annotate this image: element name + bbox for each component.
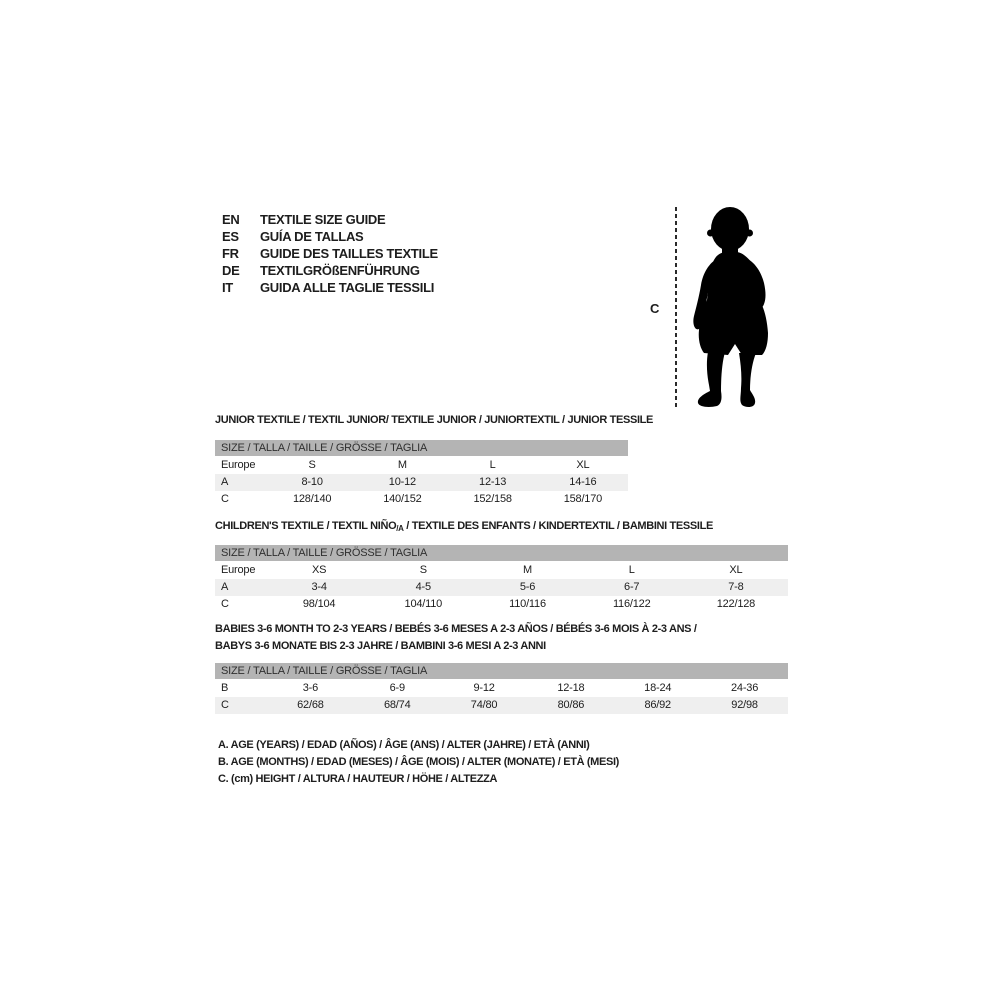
junior-table-title: JUNIOR TEXTILE / TEXTIL JUNIOR/ TEXTILE JUNIOR / JUNIORTEXTIL / JUNIOR TESSILE	[215, 414, 654, 426]
guide-title-es: GUÍA DE TALLAS	[260, 229, 364, 244]
row-label: A	[221, 476, 229, 488]
children-title-sub: /A	[396, 524, 404, 533]
height-cell: 158/170	[563, 493, 603, 505]
age-cell: 10-12	[388, 476, 416, 488]
table-row-age-months	[215, 680, 788, 697]
height-cell: 104/110	[404, 598, 443, 610]
children-title-pre: CHILDREN'S TEXTILE / TEXTIL NIÑO	[215, 520, 397, 532]
children-size-table	[215, 545, 788, 613]
height-cell: 140/152	[383, 493, 422, 505]
row-label: Europe	[221, 564, 256, 576]
height-cell: 122/128	[716, 598, 756, 610]
age-cell: 8-10	[301, 476, 323, 488]
size-header-bar: SIZE / TALLA / TAILLE / GRÖSSE / TAGLIA	[215, 663, 788, 679]
language-row-en	[222, 211, 438, 228]
guide-title-en: TEXTILE SIZE GUIDE	[260, 212, 386, 227]
language-code: DE	[222, 263, 240, 278]
row-label: C	[221, 598, 229, 610]
row-label: B	[221, 682, 229, 694]
age-cell: 6-9	[389, 682, 405, 694]
age-cell: 18-24	[644, 682, 672, 694]
language-row-de	[222, 262, 438, 279]
age-cell: 7-8	[728, 581, 744, 593]
babies-title-line2: BABYS 3-6 MONATE BIS 2-3 JAHRE / BAMBINI 3-6 MESI A 2-3 ANNI	[215, 640, 546, 652]
language-code: FR	[222, 246, 239, 261]
age-cell: 3-4	[311, 581, 327, 593]
age-cell: 12-13	[479, 476, 507, 488]
legend-age-months: B. AGE (MONTHS) / EDAD (MESES) / ÂGE (MOIS) / ALTER (MONATE) / ETÀ (MESI)	[218, 756, 619, 768]
height-cell: 68/74	[383, 699, 411, 711]
language-title-block	[222, 211, 438, 296]
size-cell: M	[397, 459, 407, 471]
size-cell: S	[308, 459, 316, 471]
language-row-es	[222, 228, 438, 245]
age-cell: 14-16	[569, 476, 597, 488]
table-row-europe	[215, 457, 628, 474]
height-measure-dashed-line	[675, 207, 677, 407]
size-cell: XL	[729, 564, 743, 576]
guide-title-fr: GUIDE DES TAILLES TEXTILE	[260, 246, 438, 261]
legend-height-cm: C. (cm) HEIGHT / ALTURA / HAUTEUR / HÖHE / ALTEZZA	[218, 773, 498, 785]
toddler-silhouette-icon	[688, 205, 778, 410]
size-header-bar: SIZE / TALLA / TAILLE / GRÖSSE / TAGLIA	[215, 545, 788, 561]
height-cell: 98/104	[302, 598, 336, 610]
size-cell: M	[523, 564, 532, 576]
legend-age-years: A. AGE (YEARS) / EDAD (AÑOS) / ÂGE (ANS) / ALTER (JAHRE) / ETÀ (ANNI)	[218, 739, 590, 751]
height-cell: 86/92	[644, 699, 671, 711]
age-cell: 24-36	[730, 682, 759, 694]
height-cell: 116/122	[612, 598, 651, 610]
guide-title-it: GUIDA ALLE TAGLIE TESSILI	[260, 280, 435, 295]
age-cell: 4-5	[415, 581, 431, 593]
table-row-age	[215, 474, 628, 491]
language-code: EN	[222, 212, 240, 227]
size-header-bar: SIZE / TALLA / TAILLE / GRÖSSE / TAGLIA	[215, 440, 628, 456]
height-cell: 80/86	[557, 699, 585, 711]
table-row-height	[215, 697, 788, 714]
height-cell: 128/140	[292, 493, 332, 505]
babies-size-table	[215, 663, 788, 714]
row-label: Europe	[221, 459, 256, 471]
language-row-fr	[222, 245, 438, 262]
junior-size-table	[215, 440, 628, 508]
size-cell: L	[628, 564, 635, 576]
height-cell: 62/68	[297, 699, 324, 711]
table-row-height	[215, 596, 788, 613]
legend-block	[218, 737, 619, 788]
size-cell: S	[419, 564, 427, 576]
height-cell: 92/98	[731, 699, 758, 711]
language-row-it	[222, 279, 438, 296]
age-cell: 5-6	[519, 581, 536, 593]
age-cell: 9-12	[473, 682, 495, 694]
table-row-height	[215, 491, 628, 508]
babies-title-line1: BABIES 3-6 MONTH TO 2-3 YEARS / BEBÉS 3-6 MESES A 2-3 AÑOS / BÉBÉS 3-6 MOIS À 2-3 ANS /	[215, 623, 697, 635]
table-row-age	[215, 579, 788, 596]
language-code: IT	[222, 280, 233, 295]
children-table-title	[215, 518, 713, 537]
size-cell: L	[489, 459, 496, 471]
row-label: C	[221, 699, 229, 711]
guide-title-de: TEXTILGRÖßENFÜHRUNG	[260, 263, 420, 278]
height-cell: 152/158	[473, 493, 512, 505]
age-cell: 6-7	[624, 581, 640, 593]
height-cell: 74/80	[470, 699, 498, 711]
table-row-europe	[215, 562, 788, 579]
row-label: C	[221, 493, 229, 505]
age-cell: 12-18	[557, 682, 585, 694]
age-cell: 3-6	[302, 682, 319, 694]
size-cell: XL	[576, 459, 590, 471]
babies-table-title	[215, 621, 697, 655]
children-title-post: / TEXTILE DES ENFANTS / KINDERTEXTIL / BAMBINI TESSILE	[403, 520, 713, 532]
language-code: ES	[222, 229, 239, 244]
height-measure-label: C	[650, 301, 660, 316]
height-cell: 110/116	[509, 598, 546, 610]
row-label: A	[221, 581, 229, 593]
size-cell: XS	[311, 564, 327, 576]
